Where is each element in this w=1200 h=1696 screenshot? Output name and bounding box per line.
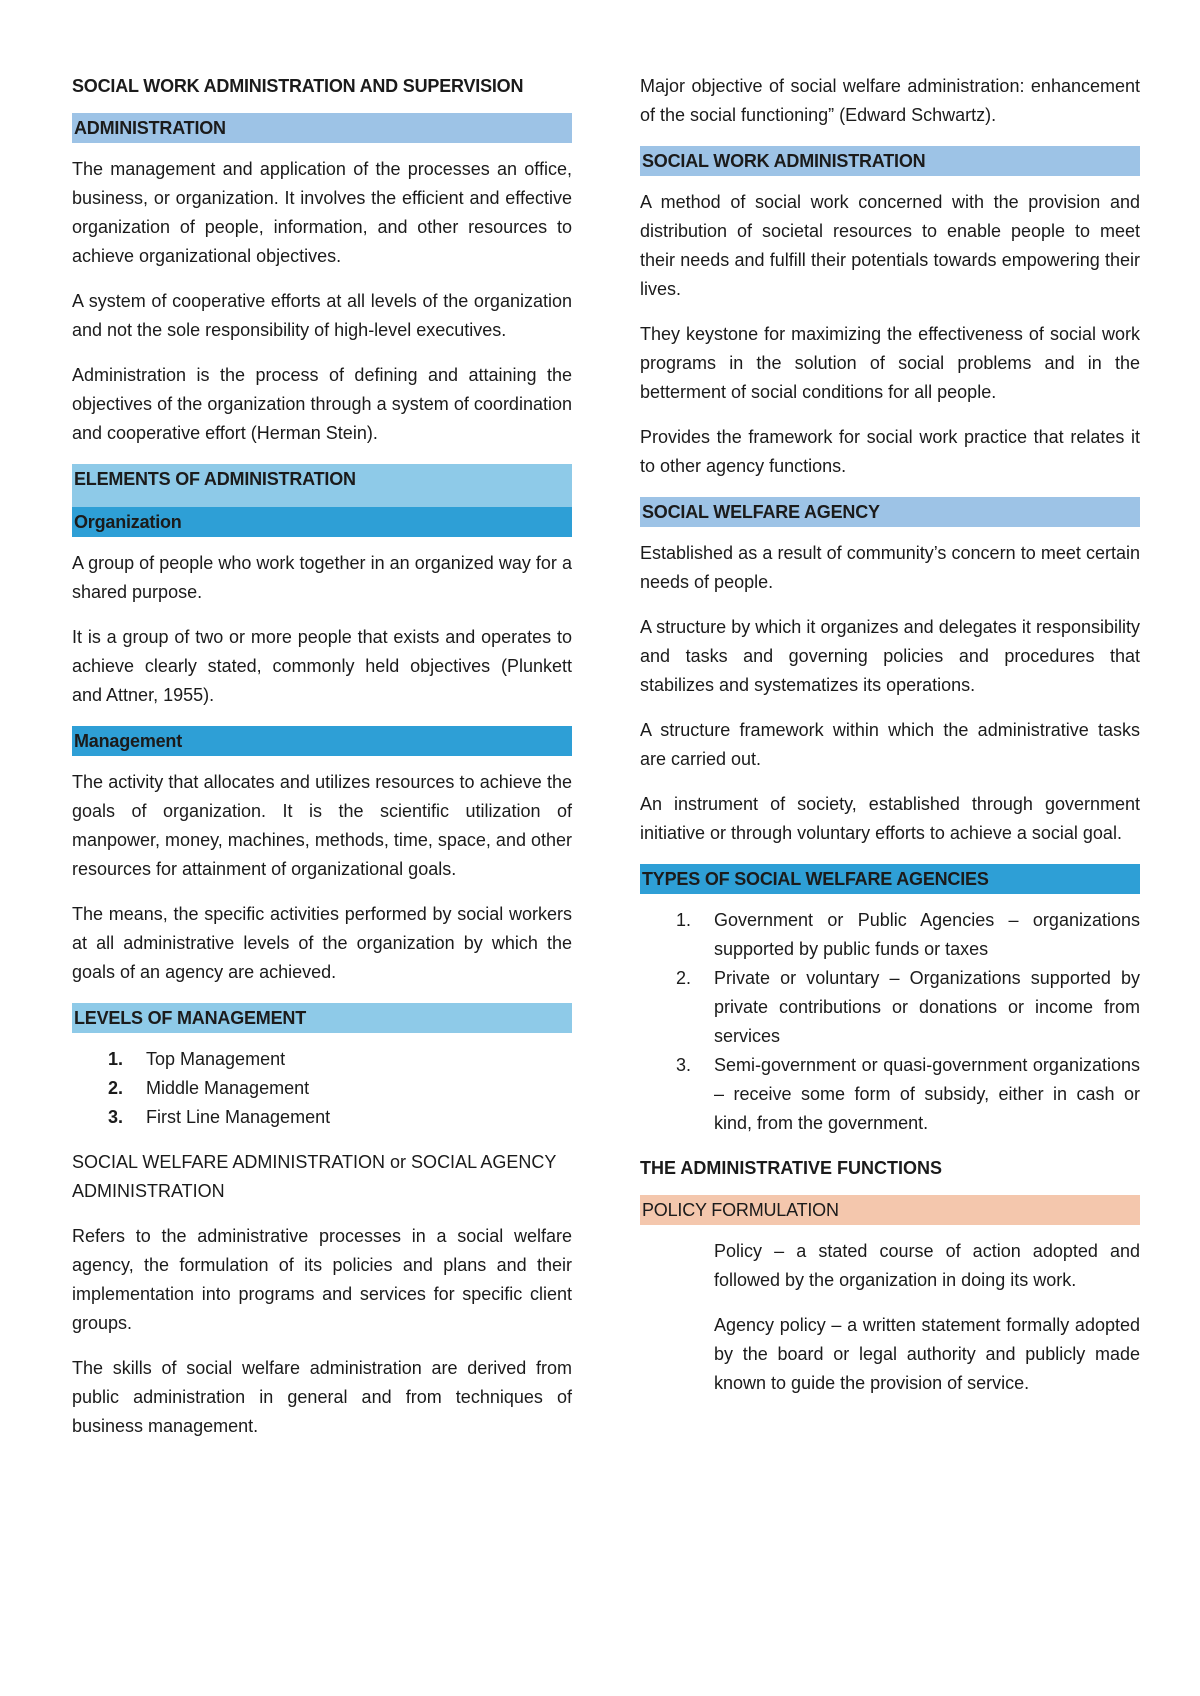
list-text: Private or voluntary – Organizations supported by private contributions or donations or income from services (714, 968, 1140, 1046)
list-text: First Line Management (146, 1107, 331, 1127)
list-number: 1. (676, 910, 692, 930)
list-text: Middle Management (146, 1078, 310, 1098)
heading-administrative-functions: THE ADMINISTRATIVE FUNCTIONS (640, 1158, 942, 1178)
list-text: Government or Public Agencies – organizations supported by public funds or taxes (714, 910, 1140, 959)
policy-paragraph-1: Policy – a stated course of action adopted and followed by the organization in doing its work. (714, 1241, 1140, 1290)
list-text: Semi-government or quasi-government organizations – receive some form of subsidy, either in cash or kind, from the government. (714, 1055, 1140, 1133)
heading-elements-of-administration: ELEMENTS OF ADMINISTRATION (72, 464, 572, 507)
agency-paragraph-2: A structure by which it organizes and delegates it responsibility and tasks and governing policies and procedures that stabilizes and systematizes its operations. (640, 617, 1140, 695)
list-item (72, 1074, 572, 1103)
heading-types-of-agencies: TYPES OF SOCIAL WELFARE AGENCIES (640, 864, 1140, 894)
administration-paragraph-1: The management and application of the processes an office, business, or organization. It involves the efficient and effective organization of people, information, and other resources to achieve organizational objectives. (72, 159, 572, 266)
heading-social-welfare-administration: SOCIAL WELFARE ADMINISTRATION or SOCIAL AGENCY ADMINISTRATION (72, 1152, 557, 1201)
list-item (640, 1051, 1140, 1138)
list-number: 2. (108, 1078, 124, 1098)
heading-management: Management (72, 726, 572, 756)
heading-social-welfare-agency: SOCIAL WELFARE AGENCY (640, 497, 1140, 527)
agency-paragraph-4: An instrument of society, established through government initiative or through voluntary efforts to achieve a social goal. (640, 794, 1140, 843)
list-number: 1. (108, 1049, 124, 1069)
list-text: Top Management (146, 1049, 286, 1069)
list-item (72, 1045, 572, 1074)
policy-paragraph-2: Agency policy – a written statement formally adopted by the board or legal authority and publicly made known to guide the provision of service. (714, 1315, 1140, 1393)
swadmin-paragraph-1: A method of social work concerned with the provision and distribution of societal resources to enable people to meet their needs and fulfill their potentials towards empowering their lives. (640, 192, 1140, 299)
list-item (640, 906, 1140, 964)
heading-levels-of-management: LEVELS OF MANAGEMENT (72, 1003, 572, 1033)
heading-administration: ADMINISTRATION (72, 113, 572, 143)
management-paragraph-2: The means, the specific activities performed by social workers at all administrative levels of the organization by which the goals of an agency are achieved. (72, 904, 572, 982)
list-number: 3. (676, 1055, 692, 1075)
swa-paragraph-1: Refers to the administrative processes in a social welfare agency, the formulation of its policies and plans and their implementation into programs and services for specific client groups. (72, 1226, 572, 1333)
agency-paragraph-1: Established as a result of community’s concern to meet certain needs of people. (640, 543, 1140, 592)
swadmin-paragraph-3: Provides the framework for social work practice that relates it to other agency functions. (640, 427, 1140, 476)
heading-policy-formulation: POLICY FORMULATION (640, 1195, 1140, 1225)
management-paragraph-1: The activity that allocates and utilizes resources to achieve the goals of organization. It is the scientific utilization of manpower, money, machines, methods, time, space, and other resources for attainment of organizational goals. (72, 772, 572, 879)
heading-social-work-administration: SOCIAL WORK ADMINISTRATION (640, 146, 1140, 176)
agency-paragraph-3: A structure framework within which the administrative tasks are carried out. (640, 720, 1140, 769)
types-list (640, 906, 1140, 1138)
administration-paragraph-2: A system of cooperative efforts at all levels of the organization and not the sole responsibility of high-level executives. (72, 291, 572, 340)
organization-paragraph-2: It is a group of two or more people that exists and operates to achieve clearly stated, commonly held objectives (Plunkett and Attner, 1955). (72, 627, 572, 705)
list-number: 2. (676, 968, 692, 988)
list-item (72, 1103, 572, 1132)
list-number: 3. (108, 1107, 124, 1127)
levels-list (72, 1045, 572, 1132)
objective-paragraph: Major objective of social welfare administration: enhancement of the social functioning” (Edward Schwartz). (640, 76, 1140, 125)
swadmin-paragraph-2: They keystone for maximizing the effectiveness of social work programs in the solution of social problems and in the betterment of social conditions for all people. (640, 324, 1140, 402)
right-column (640, 72, 1140, 1414)
list-item (640, 964, 1140, 1051)
swa-paragraph-2: The skills of social welfare administration are derived from public administration in general and from techniques of business management. (72, 1358, 572, 1436)
administration-paragraph-3: Administration is the process of defining and attaining the objectives of the organization through a system of coordination and cooperative effort (Herman Stein). (72, 365, 572, 443)
document-title: SOCIAL WORK ADMINISTRATION AND SUPERVISION (72, 76, 524, 96)
left-column (72, 72, 572, 1457)
organization-paragraph-1: A group of people who work together in an organized way for a shared purpose. (72, 553, 572, 602)
heading-organization: Organization (72, 507, 572, 537)
